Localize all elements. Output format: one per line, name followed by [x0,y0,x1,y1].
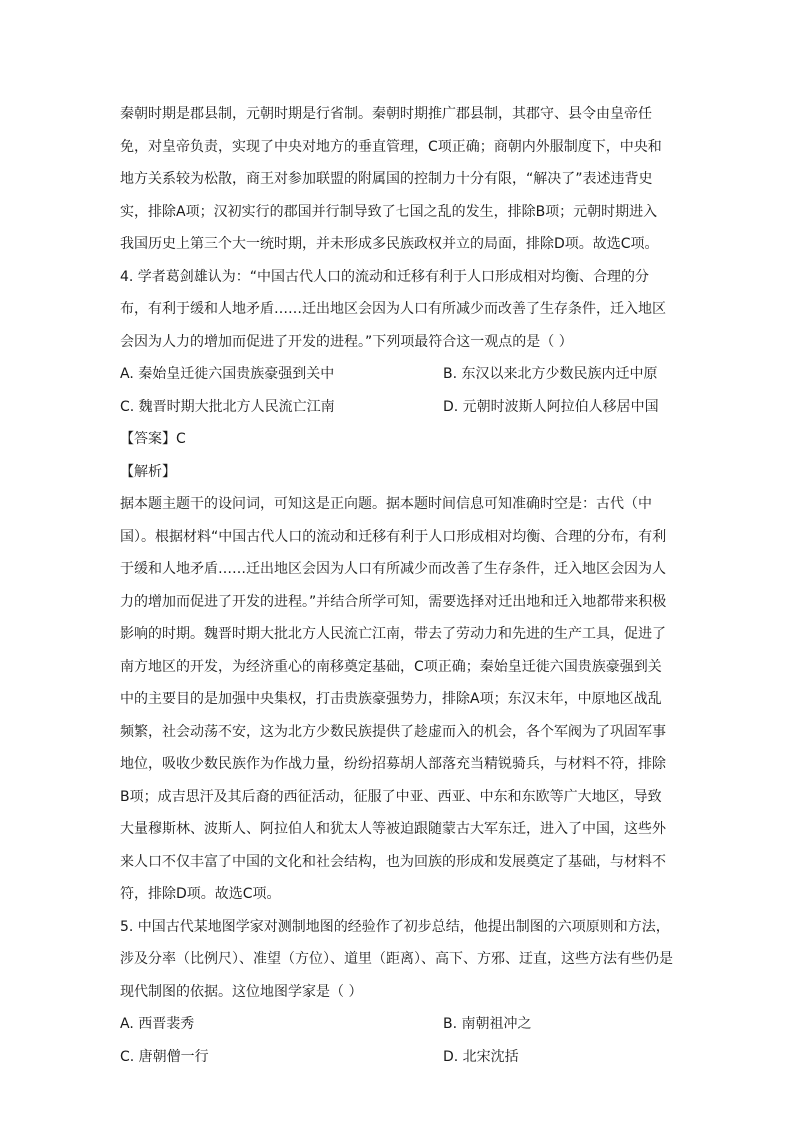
question-4-analysis [120,488,676,911]
text-line: B项；成吉思汗及其后裔的西征活动，征服了中亚、西亚、中东和东欧等广大地区，导致 [120,788,662,805]
question-4-answer [120,423,676,488]
answer-line: 【答案】C [120,431,186,447]
text-line: 大量穆斯林、波斯人、阿拉伯人和犹太人等被迫跟随蒙古大军东迁，进入了中国，这些外 [120,821,666,837]
text-line: 国）。根据材料“中国古代人口的流动和迁移有利于人口形成相对均衡、合理的分布，有利 [120,528,667,545]
text-line: 地位，吸收少数民族作为作战力量，纷纷招募胡人部落充当精锐骑兵，与材料不符，排除 [120,756,666,772]
text-line: 据本题主题干的设问词，可知这是正向题。据本题时间信息可知准确时空是：古代（中 [120,496,652,512]
question-4-options [120,358,676,423]
option-d: D. 元朝时波斯人阿拉伯人移居中国 [443,398,659,415]
text-line: 地方关系较为松散，商王对参加联盟的附属国的控制力十分有限，“解决了”表述违背史 [120,171,653,187]
text-line: 5. 中国古代某地图学家对测制地图的经验作了初步总结，他提出制图的六项原则和方法， [120,918,670,935]
text-line: 涉及分率（比例尺）、准望（方位）、道里（距离）、高下、方邪、迂直，这些方法有些仍是 [120,951,673,967]
text-line: 会因为人力的增加而促进了开发的进程。”下列项最符合这一观点的是（ ） [120,333,573,350]
option-c: C. 唐朝僧一行 [120,1048,209,1065]
text-line: 秦朝时期是郡县制，元朝时期是行省制。秦朝时期推广郡县制，其郡守、县令由皇帝任 [120,106,652,122]
text-line: 来人口不仅丰富了中国的文化和社会结构，也为回族的形成和发展奠定了基础，与材料不 [120,853,666,870]
text-line: 影响的时期。魏晋时期大批北方人民流亡江南，带去了劳动力和先进的生产工具，促进了 [120,626,666,642]
text-line: 于缓和人地矛盾……迁出地区会因为人口有所减少而改善了生存条件，迁入地区会因为人 [120,561,666,577]
text-line: 实，排除A项；汉初实行的郡国并行制导致了七国之乱的发生，排除B项；元朝时期进入 [120,203,658,220]
prev-analysis-paragraph [120,98,676,261]
option-b: B. 东汉以来北方少数民族内迁中原 [443,366,658,382]
text-line: 频繁，社会动荡不安，这为北方少数民族提供了趁虚而入的机会，各个军阀为了巩固军事 [120,723,666,740]
text-line: 布，有利于缓和人地矛盾……迁出地区会因为人口有所减少而改善了生存条件，迁入地区 [120,301,666,317]
text-line: 现代制图的依据。这位地图学家是（ ） [120,983,363,1000]
text-line: 我国历史上第三个大一统时期，并未形成多民族政权并立的局面，排除D项。故选C项。 [120,236,659,252]
text-line: 中的主要目的是加强中央集权，打击贵族豪强势力，排除A项；东汉末年，中原地区战乱 [120,691,662,707]
text-line: 南方地区的开发，为经济重心的南移奠定基础，C项正确；秦始皇迁徙六国贵族豪强到关 [120,658,662,675]
question-4-stem [120,261,676,359]
text-line: 4. 学者葛剑雄认为：“中国古代人口的流动和迁移有利于人口形成相对均衡、合理的分 [120,268,650,285]
question-5-stem [120,911,676,1009]
option-d: D. 北宋沈括 [443,1048,519,1065]
text-line: 力的增加而促进了开发的进程。”并结合所学可知，需要选择对迁出地和迁入地都带来积极 [120,593,667,610]
text-line: 免，对皇帝负责，实现了中央对地方的垂直管理，C项正确；商朝内外服制度下，中央和 [120,138,662,155]
analysis-label: 【解析】 [120,463,176,480]
question-5-options [120,1008,676,1073]
text-line: 符，排除D项。故选C项。 [120,886,281,902]
option-c: C. 魏晋时期大批北方人民流亡江南 [120,398,335,415]
option-a: A. 秦始皇迁徙六国贵族豪强到关中 [120,366,335,382]
option-a: A. 西晋裴秀 [120,1016,195,1032]
option-b: B. 南朝祖冲之 [443,1016,532,1032]
